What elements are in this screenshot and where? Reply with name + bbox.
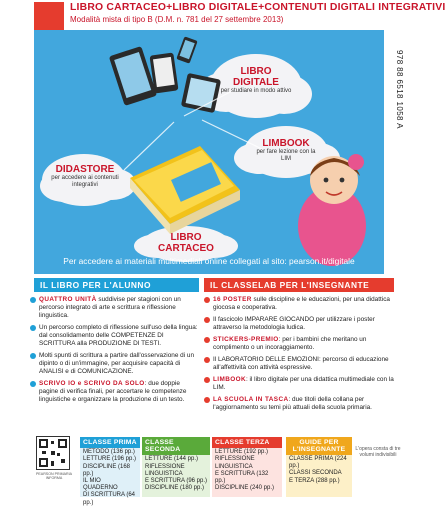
list-item: 16 POSTER sulle discipline e le educazioni, per una didattica giocosa e cooperativa. — [204, 296, 404, 312]
libro-cartaceo-cloud — [146, 232, 226, 254]
limbook-cloud — [252, 138, 320, 163]
header-subtitle: Modalità mista di tipo B (D.M. n. 781 del 27 settembre 2013) — [70, 15, 284, 24]
header-title: LIBRO CARTACEO+LIBRO DIGITALE+CONTENUTI DIGITALI INTEGRATIVI — [70, 2, 445, 13]
libro-digitale-title: LIBRO DIGITALE — [233, 66, 279, 88]
list-item: LIMBOOK: il libro digitale per una didattica multimediale con la LIM. — [204, 376, 404, 392]
qr-code — [36, 436, 70, 470]
didastore-sub: per accedere ai contenuti integrativi — [51, 175, 119, 188]
volumes-note: L'opera consta di tre volumi indivisibili — [355, 446, 401, 458]
box-classe-terza: CLASSE TERZA LETTURE (192 pp.) RIFLESSIONE LINGUISTICA E SCRITTURA (132 pp.) DISCIPLINE (240 pp.) — [212, 437, 282, 497]
qr-caption: PEARSON PRIMARIA INFORMA — [36, 472, 72, 480]
hero-footer: Per accedere ai materiali multimediali online collegati al sito: pearson.it/digitale — [63, 256, 355, 266]
qr-code-icon — [37, 437, 69, 469]
didastore-cloud — [48, 164, 122, 189]
limbook-sub: per fare lezione con la LIM — [256, 149, 316, 162]
list-item: LA SCUOLA IN TASCA: due titoli della collana per l'aggiornamento su temi più attuali della scuola primaria. — [204, 396, 404, 412]
limbook-title: LIMBOOK — [262, 138, 310, 149]
libro-digitale-cloud — [218, 66, 294, 95]
alunno-list — [30, 296, 200, 408]
box-guide-insegnante: GUIDE PER L'INSEGNANTE CLASSE PRIMA (224 pp.) CLASSI SECONDA E TERZA (288 pp.) — [286, 437, 352, 497]
hero-panel — [34, 30, 384, 274]
libro-cartaceo-title: LIBRO CARTACEO — [158, 232, 214, 254]
classelab-header: IL CLASSELAB PER L'INSEGNANTE — [204, 278, 394, 292]
list-item: Un percorso completo di riflessione sull'uso della lingua: dal consolidamento delle COMPETENZE DI SCRITTURA alla PRODUZIONE DI TESTI. — [30, 324, 200, 348]
libro-digitale-sub: per studiare in modo attivo — [220, 88, 292, 94]
list-item: QUATTRO UNITÀ suddivise per stagioni con un percorso integrato di arte e scrittura e riflessione linguistica. — [30, 296, 200, 320]
list-item: SCRIVO IO e SCRIVO DA SOLO: due doppie pagine di verifica finali, per accertare le competenze linguistiche e organizzare la produzione di un testo. — [30, 380, 200, 404]
didastore-title: DIDASTORE — [55, 164, 115, 175]
alunno-header: IL LIBRO PER L'ALUNNO — [34, 278, 199, 292]
box-classe-prima: CLASSE PRIMA METODO (136 pp.) LETTURE (196 pp.) DISCIPLINE (168 pp.) IL MIO QUADERNO DI SCRITTURA (64 pp.) — [80, 437, 140, 497]
box-classe-seconda: CLASSE SECONDA LETTURE (144 pp.) RIFLESSIONE LINGUISTICA E SCRITTURA (96 pp.) DISCIPLINE (180 pp.) — [142, 437, 210, 497]
list-item: STICKERS-PREMIO: per i bambini che meritano un complimento o un incoraggiamento. — [204, 336, 404, 352]
list-item: Molti spunti di scrittura a partire dall'osservazione di un dipinto o di un'immagine, per acquisire capacità di ANALISI e di COMUNICAZIONE. — [30, 352, 200, 376]
list-item: Il fascicolo IMPARARE GIOCANDO per utilizzare i poster attraverso la metodologia ludica. — [204, 316, 404, 332]
classelab-list — [204, 296, 404, 416]
list-item: Il LABORATORIO DELLE EMOZIONI: percorso di educazione all'affettività con attività espressive. — [204, 356, 404, 372]
header — [70, 2, 445, 24]
isbn-code: 978 88 6518 1058 A — [395, 50, 404, 129]
